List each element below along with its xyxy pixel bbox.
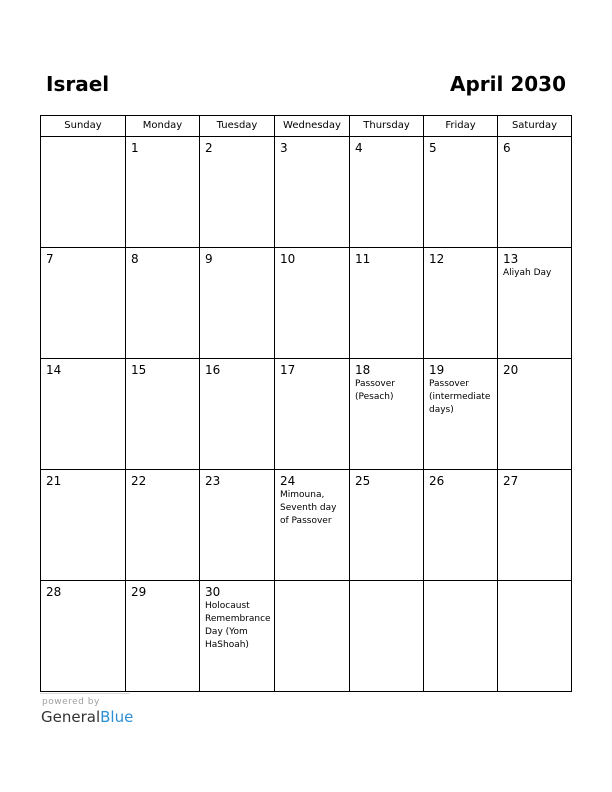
day-cell [424, 137, 498, 248]
day-cell [41, 248, 126, 359]
day-number: 2 [205, 141, 213, 155]
day-cell [498, 359, 572, 470]
day-cell [126, 248, 200, 359]
day-number: 16 [205, 363, 221, 377]
day-cell [424, 470, 498, 581]
day-cell [350, 248, 424, 359]
day-number: 19 [429, 363, 445, 377]
day-cell [350, 359, 424, 470]
day-cell [424, 248, 498, 359]
day-cell [498, 581, 572, 692]
day-cell [41, 359, 126, 470]
day-cell [275, 137, 350, 248]
day-number: 13 [503, 252, 519, 266]
weekday-thursday: Thursday [350, 116, 424, 137]
holiday-label: Holocaust Remembrance Day (Yom HaShoah) [205, 601, 271, 650]
day-number: 21 [46, 474, 62, 488]
day-cell [424, 581, 498, 692]
month-year-title: April 2030 [450, 72, 566, 96]
day-number: 22 [131, 474, 147, 488]
powered-by-label: powered by [42, 697, 100, 707]
day-number: 23 [205, 474, 221, 488]
day-cell [41, 137, 126, 248]
generalblue-logo[interactable] [41, 707, 133, 727]
day-number: 24 [280, 474, 296, 488]
day-number: 30 [205, 585, 221, 599]
weekday-monday: Monday [126, 116, 200, 137]
holiday-label: Passover (Pesach) [355, 379, 395, 402]
day-number: 14 [46, 363, 62, 377]
day-cell [424, 359, 498, 470]
day-cell [200, 359, 275, 470]
day-cell [41, 581, 126, 692]
day-cell [498, 248, 572, 359]
weekday-sunday: Sunday [41, 116, 126, 137]
day-cell [200, 470, 275, 581]
day-cell [350, 470, 424, 581]
day-cell [200, 581, 275, 692]
day-cell [126, 581, 200, 692]
brand-general: General [41, 708, 101, 726]
day-number: 11 [355, 252, 371, 266]
day-cell [275, 248, 350, 359]
day-cell [126, 470, 200, 581]
country-title: Israel [46, 72, 110, 96]
day-cell [275, 581, 350, 692]
day-number: 20 [503, 363, 519, 377]
day-number: 12 [429, 252, 445, 266]
day-number: 26 [429, 474, 445, 488]
day-cell [200, 137, 275, 248]
weekday-friday: Friday [424, 116, 498, 137]
holiday-label: Aliyah Day [503, 268, 552, 278]
week-row [41, 470, 572, 581]
day-cell [126, 137, 200, 248]
day-cell [126, 359, 200, 470]
day-number: 3 [280, 141, 288, 155]
day-number: 10 [280, 252, 296, 266]
day-number: 15 [131, 363, 147, 377]
week-row [41, 137, 572, 248]
day-cell [498, 137, 572, 248]
day-number: 27 [503, 474, 519, 488]
day-number: 25 [355, 474, 371, 488]
day-number: 28 [46, 585, 62, 599]
day-number: 17 [280, 363, 296, 377]
weekday-saturday: Saturday [498, 116, 572, 137]
day-cell [200, 248, 275, 359]
day-number: 7 [46, 252, 54, 266]
day-number: 18 [355, 363, 371, 377]
day-cell [275, 359, 350, 470]
holiday-label: Mimouna, Seventh day of Passover [280, 490, 337, 526]
calendar-grid [40, 115, 572, 692]
week-row [41, 581, 572, 692]
day-cell [41, 470, 126, 581]
footer-divider [40, 693, 130, 694]
day-cell [350, 137, 424, 248]
week-row [41, 359, 572, 470]
brand-blue: Blue [100, 708, 134, 726]
day-number: 5 [429, 141, 437, 155]
day-number: 8 [131, 252, 139, 266]
holiday-label: Passover (intermediate days) [429, 379, 491, 415]
day-number: 4 [355, 141, 363, 155]
weekday-tuesday: Tuesday [200, 116, 275, 137]
day-number: 29 [131, 585, 147, 599]
day-number: 6 [503, 141, 511, 155]
day-cell [350, 581, 424, 692]
day-cell [498, 470, 572, 581]
day-number: 1 [131, 141, 139, 155]
day-number: 9 [205, 252, 213, 266]
weekday-wednesday: Wednesday [275, 116, 350, 137]
week-row [41, 248, 572, 359]
day-cell [275, 470, 350, 581]
weekday-header-row [41, 116, 572, 137]
